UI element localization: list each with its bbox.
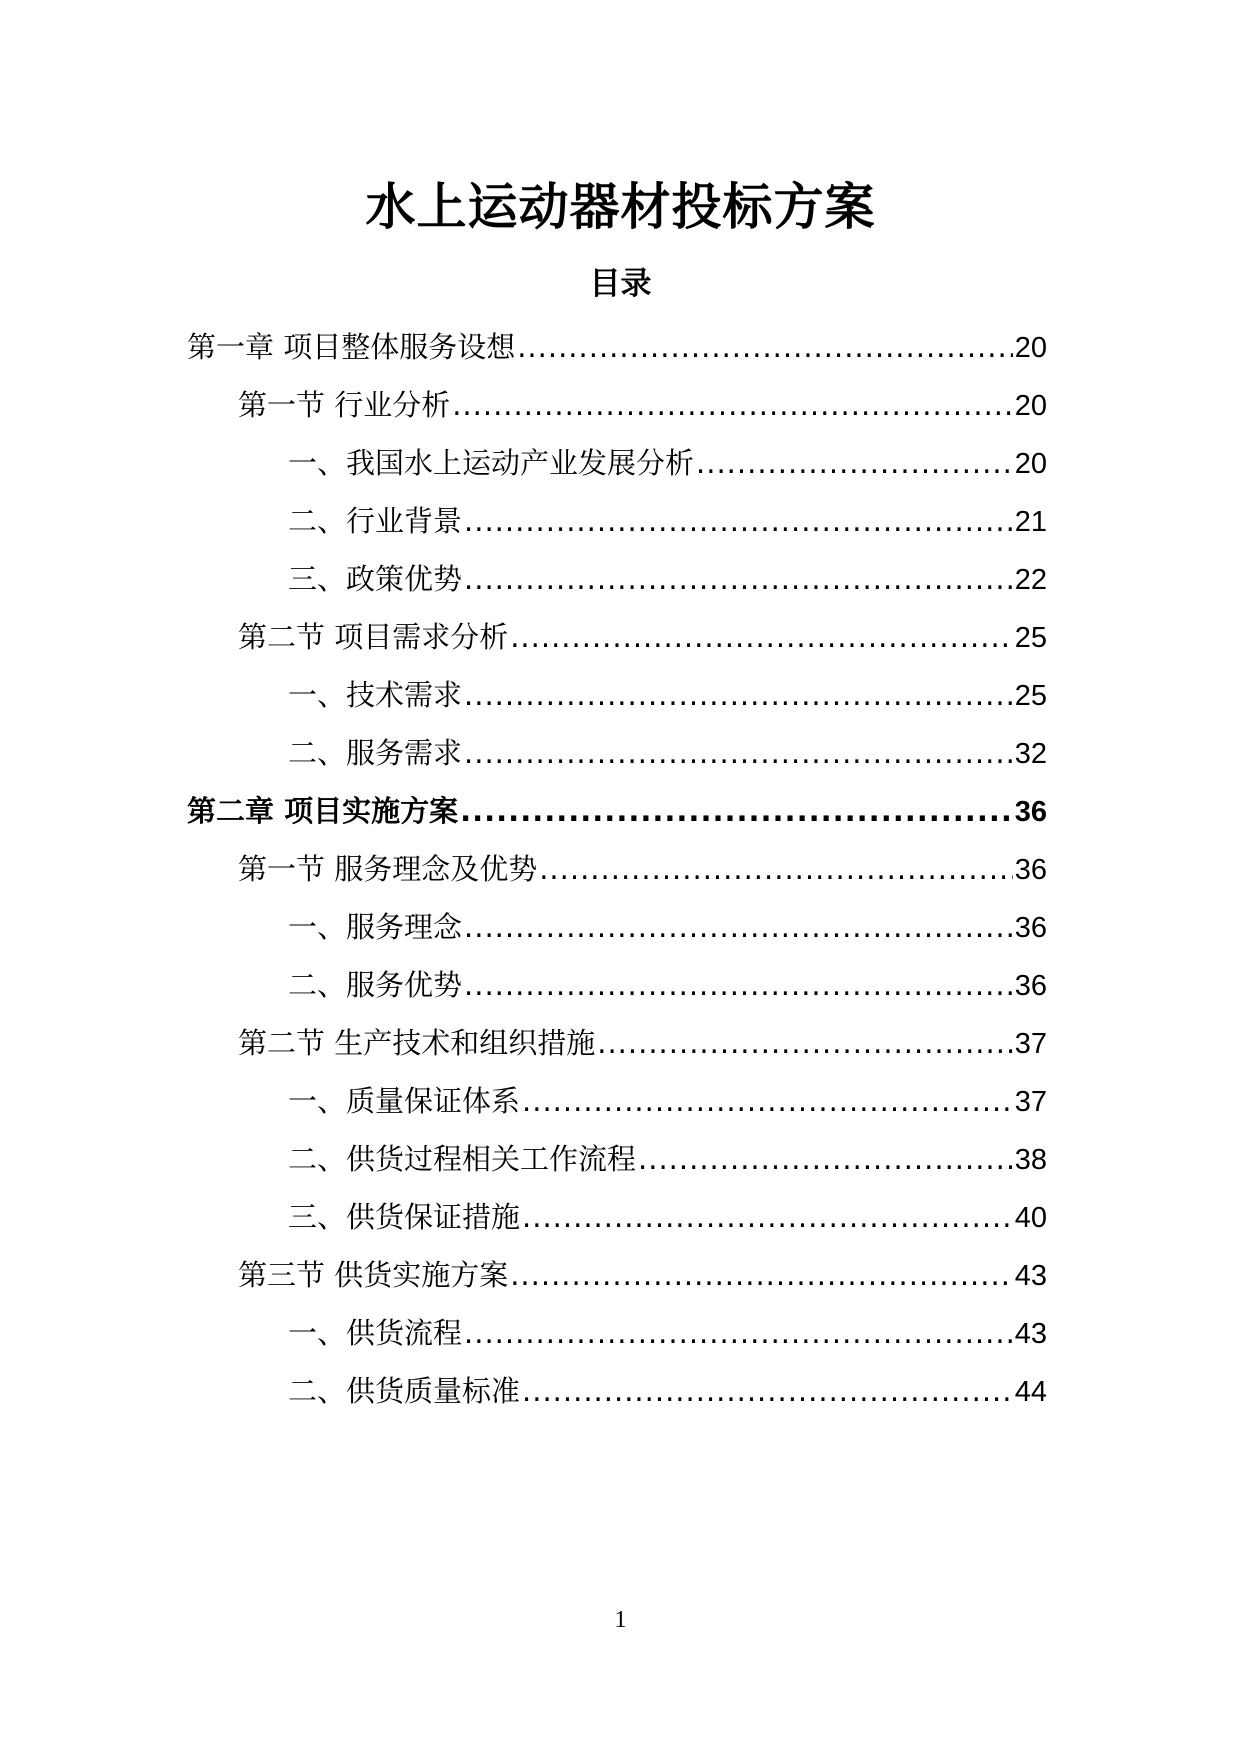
toc-entry-page: 22 xyxy=(1014,564,1047,596)
toc-leader xyxy=(464,1310,1013,1356)
toc-entry[interactable] xyxy=(288,904,1047,950)
toc-entry-title: 一、质量保证体系 xyxy=(288,1084,521,1118)
toc-entry-title: 第一章 项目整体服务设想 xyxy=(187,330,516,364)
toc-entry[interactable] xyxy=(238,1020,1047,1066)
toc-entry-page: 20 xyxy=(1014,390,1047,422)
toc-leader xyxy=(464,962,1013,1008)
toc-entry-title: 二、服务需求 xyxy=(288,736,463,770)
toc-leader xyxy=(510,1252,1013,1298)
toc-entry[interactable] xyxy=(238,614,1047,660)
toc-entry[interactable] xyxy=(288,730,1047,776)
toc-entry-page: 25 xyxy=(1014,622,1047,654)
toc-entry-title: 二、行业背景 xyxy=(288,504,463,538)
toc-entry[interactable] xyxy=(288,556,1047,602)
toc-entry-title: 三、供货保证措施 xyxy=(288,1200,521,1234)
toc-leader xyxy=(464,498,1013,544)
toc-entry-title: 一、服务理念 xyxy=(288,910,463,944)
toc-entry-page: 20 xyxy=(1014,332,1047,364)
toc-entry-title: 第一节 行业分析 xyxy=(238,388,451,422)
toc-entry[interactable] xyxy=(288,1078,1047,1124)
toc-entry[interactable] xyxy=(238,1252,1047,1298)
toc-leader xyxy=(464,672,1013,718)
toc-entry[interactable] xyxy=(238,846,1047,892)
toc-leader xyxy=(460,788,1013,834)
toc-entry-page: 38 xyxy=(1014,1144,1047,1176)
toc-entry-page: 43 xyxy=(1014,1260,1047,1292)
toc-entry[interactable] xyxy=(288,440,1047,486)
toc-entry-title: 第一节 服务理念及优势 xyxy=(238,852,538,886)
toc-entry-page: 36 xyxy=(1014,912,1047,944)
toc-leader xyxy=(452,382,1013,428)
toc-entry-page: 37 xyxy=(1014,1028,1047,1060)
toc-entry-title: 第二节 生产技术和组织措施 xyxy=(238,1026,596,1060)
toc-leader xyxy=(522,1368,1013,1414)
toc-entry[interactable] xyxy=(187,324,1047,370)
toc-entry-title: 一、我国水上运动产业发展分析 xyxy=(288,446,695,480)
toc-entry-page: 32 xyxy=(1014,738,1047,770)
toc-entry-title: 第二章 项目实施方案 xyxy=(187,794,459,828)
toc-entry-title: 第三节 供货实施方案 xyxy=(238,1258,509,1292)
page-number: 1 xyxy=(614,1607,627,1633)
toc-entry-page: 43 xyxy=(1014,1318,1047,1350)
toc-leader xyxy=(464,904,1013,950)
toc-entry[interactable] xyxy=(288,1194,1047,1240)
toc-entry-page: 25 xyxy=(1014,680,1047,712)
toc-leader xyxy=(638,1136,1013,1182)
document-title: 水上运动器材投标方案 xyxy=(365,178,876,236)
toc-entry[interactable] xyxy=(288,1136,1047,1182)
toc-entry-title: 二、服务优势 xyxy=(288,968,463,1002)
toc-entry-title: 二、供货过程相关工作流程 xyxy=(288,1142,637,1176)
toc-entry-page: 36 xyxy=(1014,970,1047,1002)
toc-entry-page: 37 xyxy=(1014,1086,1047,1118)
toc-entry-page: 44 xyxy=(1014,1376,1047,1408)
toc-entry-title: 二、供货质量标准 xyxy=(288,1374,521,1408)
toc-entry-page: 36 xyxy=(1014,854,1047,886)
toc-entry-page: 40 xyxy=(1014,1202,1047,1234)
toc-heading: 目录 xyxy=(589,266,652,302)
toc-entry[interactable] xyxy=(288,1368,1047,1414)
toc-entry[interactable] xyxy=(187,788,1047,834)
toc-entry[interactable] xyxy=(288,672,1047,718)
toc-leader xyxy=(696,440,1013,486)
toc-leader xyxy=(464,556,1013,602)
toc-entry-page: 21 xyxy=(1014,506,1047,538)
toc-entry[interactable] xyxy=(288,962,1047,1008)
toc-entry-title: 一、供货流程 xyxy=(288,1316,463,1350)
toc-leader xyxy=(522,1078,1013,1124)
toc-leader xyxy=(539,846,1013,892)
toc-entry-title: 三、政策优势 xyxy=(288,562,463,596)
toc-entry-title: 一、技术需求 xyxy=(288,678,463,712)
toc-entry-title: 第二节 项目需求分析 xyxy=(238,620,509,654)
toc-entry[interactable] xyxy=(288,498,1047,544)
toc-entry-page: 36 xyxy=(1014,796,1047,828)
toc-leader xyxy=(510,614,1013,660)
toc-entry[interactable] xyxy=(238,382,1047,428)
toc-entry-page: 20 xyxy=(1014,448,1047,480)
toc-leader xyxy=(464,730,1013,776)
toc-entry[interactable] xyxy=(288,1310,1047,1356)
toc-leader xyxy=(522,1194,1013,1240)
toc-leader xyxy=(517,324,1013,370)
toc-leader xyxy=(597,1020,1013,1066)
